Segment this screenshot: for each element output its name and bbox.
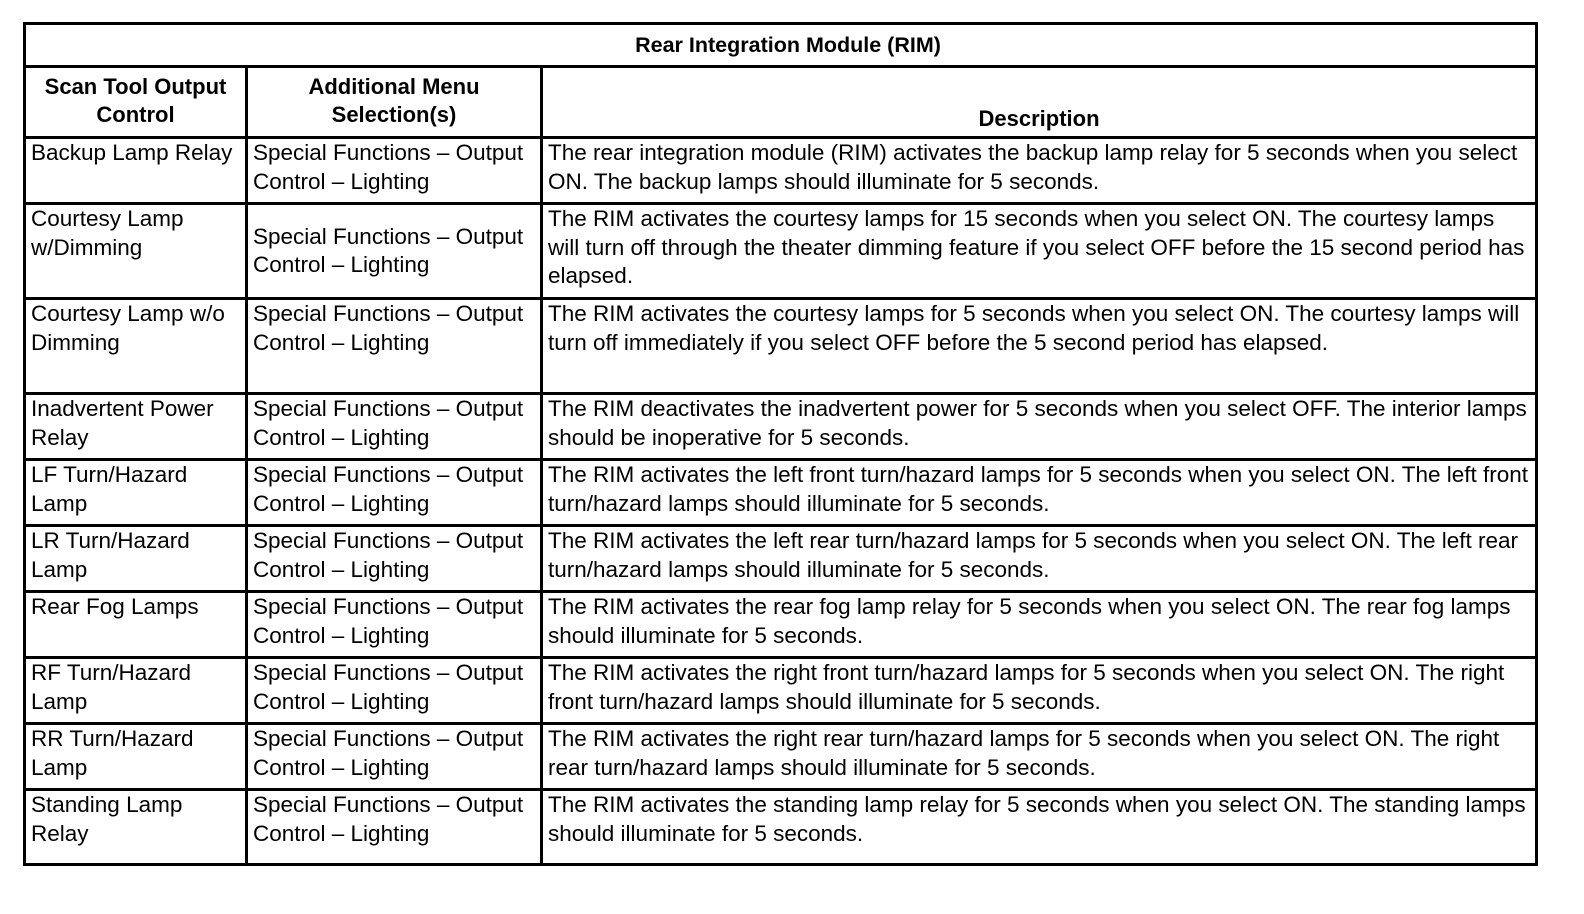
- header-description: Description: [542, 67, 1537, 138]
- table-title-row: [25, 24, 1537, 67]
- menu-selection-cell: Special Functions – Output Control – Lighting: [247, 790, 542, 865]
- table-row: [25, 299, 1537, 394]
- menu-selection-cell: Special Functions – Output Control – Lighting: [247, 460, 542, 526]
- table-row: [25, 460, 1537, 526]
- output-control-cell: Inadvertent Power Relay: [25, 394, 247, 460]
- menu-selection-cell: Special Functions – Output Control – Lighting: [247, 724, 542, 790]
- description-cell: The RIM deactivates the inadvertent power for 5 seconds when you select OFF. The interior lamps should be inoperative for 5 seconds.: [542, 394, 1537, 460]
- description-cell: The RIM activates the courtesy lamps for 5 seconds when you select ON. The courtesy lamps will turn off immediately if you select OFF before the 5 second period has elapsed.: [542, 299, 1537, 394]
- table-row: [25, 138, 1537, 204]
- output-control-cell: LR Turn/Hazard Lamp: [25, 526, 247, 592]
- table-header-row: [25, 67, 1537, 138]
- table-row: [25, 204, 1537, 299]
- output-control-cell: RR Turn/Hazard Lamp: [25, 724, 247, 790]
- rim-output-control-table: [23, 22, 1538, 866]
- description-cell: The RIM activates the rear fog lamp relay for 5 seconds when you select ON. The rear fog lamps should illuminate for 5 seconds.: [542, 592, 1537, 658]
- menu-selection-cell: Special Functions – Output Control – Lighting: [247, 526, 542, 592]
- description-cell: The RIM activates the courtesy lamps for 15 seconds when you select ON. The courtesy lamps will turn off through the theater dimming feature if you select OFF before the 15 second period has elapsed.: [542, 204, 1537, 299]
- table-row: [25, 592, 1537, 658]
- table-row: [25, 790, 1537, 865]
- table-row: [25, 724, 1537, 790]
- menu-selection-cell: Special Functions – Output Control – Lighting: [247, 658, 542, 724]
- output-control-cell: Rear Fog Lamps: [25, 592, 247, 658]
- table-row: [25, 394, 1537, 460]
- menu-selection-cell: Special Functions – Output Control – Lighting: [247, 394, 542, 460]
- output-control-cell: Courtesy Lamp w/Dimming: [25, 204, 247, 299]
- description-cell: The RIM activates the left rear turn/hazard lamps for 5 seconds when you select ON. The left rear turn/hazard lamps should illuminate for 5 seconds.: [542, 526, 1537, 592]
- output-control-cell: Courtesy Lamp w/o Dimming: [25, 299, 247, 394]
- output-control-cell: RF Turn/Hazard Lamp: [25, 658, 247, 724]
- output-control-cell: Backup Lamp Relay: [25, 138, 247, 204]
- description-cell: The RIM activates the right rear turn/hazard lamps for 5 seconds when you select ON. The right rear turn/hazard lamps should illuminate for 5 seconds.: [542, 724, 1537, 790]
- output-control-cell: LF Turn/Hazard Lamp: [25, 460, 247, 526]
- description-cell: The RIM activates the standing lamp relay for 5 seconds when you select ON. The standing lamps should illuminate for 5 seconds.: [542, 790, 1537, 865]
- menu-selection-cell: Special Functions – Output Control – Lighting: [247, 299, 542, 394]
- table-row: [25, 526, 1537, 592]
- menu-selection-cell: Special Functions – Output Control – Lighting: [247, 592, 542, 658]
- description-cell: The rear integration module (RIM) activates the backup lamp relay for 5 seconds when you select ON. The backup lamps should illuminate for 5 seconds.: [542, 138, 1537, 204]
- description-cell: The RIM activates the left front turn/hazard lamps for 5 seconds when you select ON. The left front turn/hazard lamps should illuminate for 5 seconds.: [542, 460, 1537, 526]
- header-scan-tool-output-control: Scan Tool Output Control: [25, 67, 247, 138]
- description-cell: The RIM activates the right front turn/hazard lamps for 5 seconds when you select ON. The right front turn/hazard lamps should illuminate for 5 seconds.: [542, 658, 1537, 724]
- table-row: [25, 658, 1537, 724]
- header-additional-menu-selections: Additional Menu Selection(s): [247, 67, 542, 138]
- table-title: Rear Integration Module (RIM): [25, 24, 1537, 67]
- menu-selection-cell: Special Functions – Output Control – Lighting: [247, 138, 542, 204]
- output-control-cell: Standing Lamp Relay: [25, 790, 247, 865]
- menu-selection-cell: Special Functions – Output Control – Lighting: [247, 204, 542, 299]
